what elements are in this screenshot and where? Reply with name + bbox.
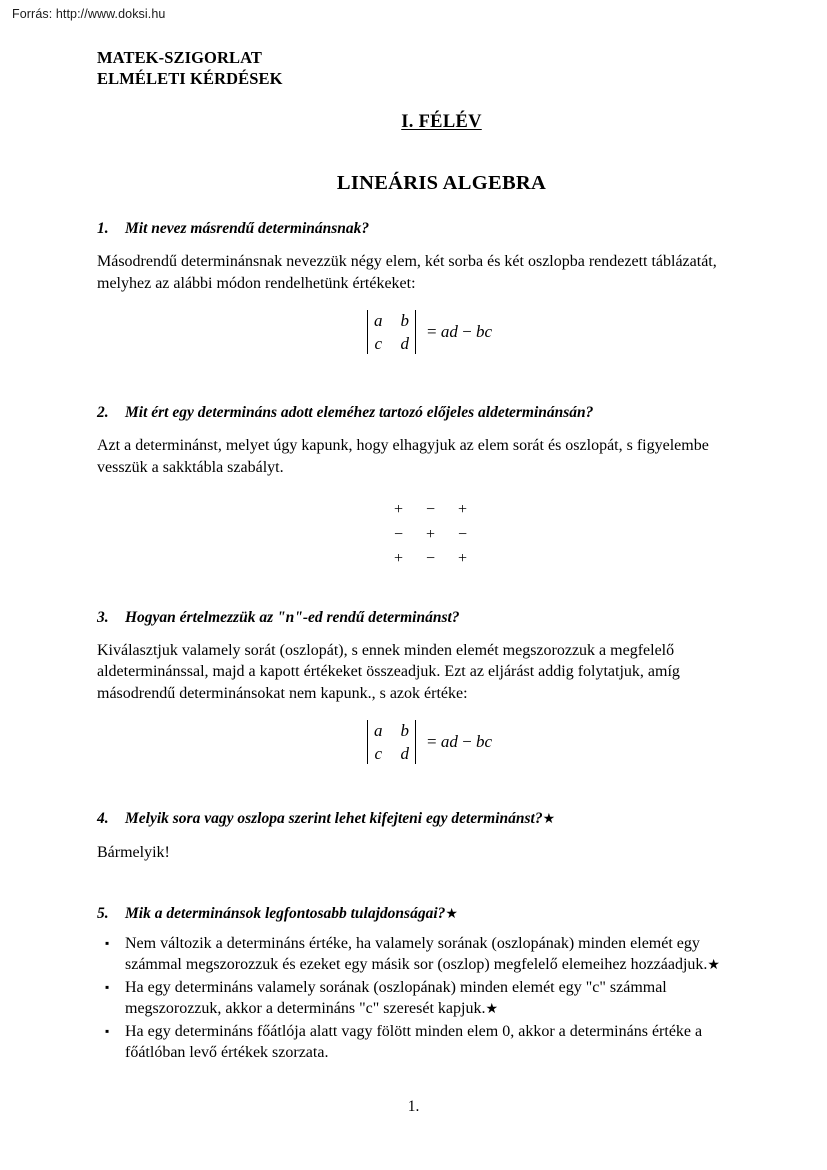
sign-matrix-row-2: [131, 523, 730, 548]
qa-block-2: [97, 403, 730, 572]
determinant-cell-c: c: [374, 334, 383, 353]
spacer: [97, 704, 730, 720]
determinant-matrix: [370, 310, 413, 354]
sign-cell-1-3: +: [457, 501, 468, 518]
determinant-result: [427, 322, 492, 342]
spacer: [97, 239, 730, 251]
star-icon: ★: [707, 958, 720, 973]
equals-sign: =: [427, 732, 437, 751]
sign-cell-1-1: +: [393, 501, 404, 518]
document-content: [97, 0, 730, 1065]
spacer: [97, 769, 730, 793]
question-2-text: Mit ért egy determináns adott eleméhez tartozó előjeles aldeterminánsán?: [125, 404, 594, 421]
determinant-right-bar: [415, 720, 416, 764]
sign-cell-3-2: −: [425, 550, 436, 567]
list-item: [97, 1021, 730, 1065]
determinant-result-right: bc: [475, 732, 492, 751]
document-title: [97, 47, 730, 89]
sign-cell-3-1: +: [393, 550, 404, 567]
list-item: [97, 933, 730, 977]
sign-cell-2-1: −: [393, 525, 404, 543]
determinant-right-bar: [415, 310, 416, 354]
spacer: [97, 572, 730, 596]
determinant-expression: [365, 310, 492, 354]
spacer: [97, 383, 730, 403]
spacer: [97, 864, 730, 888]
minus-sign: −: [462, 732, 472, 751]
determinant-cell-a: a: [374, 721, 383, 740]
subject-heading: LINEÁRIS ALGEBRA: [336, 172, 547, 194]
determinant-cell-b: b: [400, 311, 409, 330]
determinant-cell-b: b: [400, 721, 409, 740]
determinant-left-bar: [367, 310, 368, 354]
square-bullet-icon: ▪: [105, 979, 110, 994]
determinant-matrix: [370, 720, 413, 764]
determinant-cell-a: a: [374, 311, 383, 330]
determinant-formula-2: [97, 720, 730, 769]
determinant-left-bar: [367, 720, 368, 764]
source-url-line: Forrás: http://www.doksi.hu: [12, 7, 166, 21]
square-bullet-icon: ▪: [105, 1023, 110, 1038]
star-icon: ★: [445, 906, 458, 922]
semester-heading: [97, 112, 730, 133]
document-title-line1: MATEK-SZIGORLAT: [97, 48, 262, 67]
answer-1: Másodrendű determinánsnak nevezzük négy elem, két sorba és két oszlopba rendezett táblázatát, melyhez az alábbi módon rendelhetünk értékeket:: [97, 253, 717, 292]
spacer: [97, 628, 730, 640]
question-1-text: Mit nevez másrendű determinánsnak?: [125, 220, 370, 237]
determinant-result-left: ad: [440, 732, 458, 751]
determinant-expression: [365, 720, 492, 764]
semester-heading-text: I. FÉLÉV: [401, 112, 482, 132]
answer-3: Kiválasztjuk valamely sorát (oszlopát), s ennek minden elemét megszorozzuk a megfelelő aldeterminánssal, majd a kapott értékeket összeadjuk. Ezt az eljárást addig folytatjuk, amíg másodrendű determinánsokat nem kapunk., s azok értéke:: [97, 641, 680, 702]
sign-cell-2-3: −: [457, 525, 468, 543]
determinant-result: [427, 732, 492, 752]
sign-matrix-row-3: [131, 547, 730, 572]
question-3-text: Hogyan értelmezzük az "n"-ed rendű determinánst?: [125, 608, 460, 626]
question-4-number: 4.: [97, 810, 109, 827]
determinant-result-right: bc: [475, 322, 492, 341]
page-number: 1.: [407, 1098, 420, 1115]
spacer: [97, 195, 730, 219]
determinant-cell-d: d: [400, 744, 409, 763]
determinant-cell-d: d: [400, 334, 409, 353]
star-icon: ★: [542, 812, 556, 827]
qa-block-3: [97, 608, 730, 770]
question-5-text: Mik a determinánsok legfontosabb tulajdonságai?: [125, 904, 446, 922]
sign-cell-3-3: +: [457, 550, 468, 567]
determinant-cell-c: c: [374, 744, 383, 763]
spacer: [97, 478, 730, 498]
spacer: [97, 596, 730, 608]
question-2: [97, 403, 730, 423]
sign-cell-2-2: +: [425, 525, 436, 543]
list-item-text: Nem változik a determináns értéke, ha valamely sorának (oszlopának) minden elemét egy számmal megszorozzuk és ezeket egy másik sor (oszlop) megfelelő elemeihez hozzáadjuk.: [125, 934, 708, 973]
question-3: [97, 608, 730, 628]
question-4-text: Melyik sora vagy oszlopa szerint lehet kifejteni egy determinánst?: [125, 810, 543, 827]
determinant-formula-1: [97, 310, 730, 359]
sign-matrix-row-1: [131, 498, 730, 523]
question-5-number: 5.: [97, 904, 109, 922]
minus-sign: −: [462, 322, 472, 341]
answer-2: Azt a determinánst, melyet úgy kapunk, hogy elhagyjuk az elem sorát és oszlopát, s figyelembe vesszük a sakktábla szabályt.: [97, 437, 709, 476]
spacer: [97, 830, 730, 842]
equals-sign: =: [427, 322, 437, 341]
question-2-number: 2.: [97, 404, 109, 421]
list-item: [97, 977, 730, 1021]
qa-block-5: [97, 904, 730, 1065]
document-title-line2: ELMÉLETI KÉRDÉSEK: [97, 69, 283, 88]
spacer: [97, 359, 730, 383]
list-item-text: Ha egy determináns valamely sorának (oszlopának) minden elemét egy "c" számmal megszorozzuk, akkor a determináns "c" szeresét kapjuk.: [125, 978, 667, 1017]
qa-block-1: [97, 219, 730, 359]
properties-list: [97, 933, 730, 1065]
square-bullet-icon: ▪: [105, 935, 110, 950]
spacer: [97, 294, 730, 310]
spacer: [97, 423, 730, 435]
list-item-text: Ha egy determináns főátlója alatt vagy fölött minden elem 0, akkor a determináns értéke a főátlóban levő értékek szorzata.: [125, 1022, 703, 1061]
sign-cell-1-2: −: [425, 501, 436, 518]
determinant-result-left: ad: [440, 322, 458, 341]
answer-4: Bármelyik!: [97, 844, 170, 861]
spacer: [97, 888, 730, 904]
question-4: [97, 809, 730, 830]
question-1-number: 1.: [97, 220, 109, 237]
star-icon: ★: [485, 1002, 499, 1017]
qa-block-4: [97, 809, 730, 864]
question-3-number: 3.: [97, 608, 109, 626]
question-1: [97, 219, 730, 239]
sign-matrix: [97, 498, 730, 572]
spacer: [97, 793, 730, 809]
question-5: [97, 904, 730, 925]
